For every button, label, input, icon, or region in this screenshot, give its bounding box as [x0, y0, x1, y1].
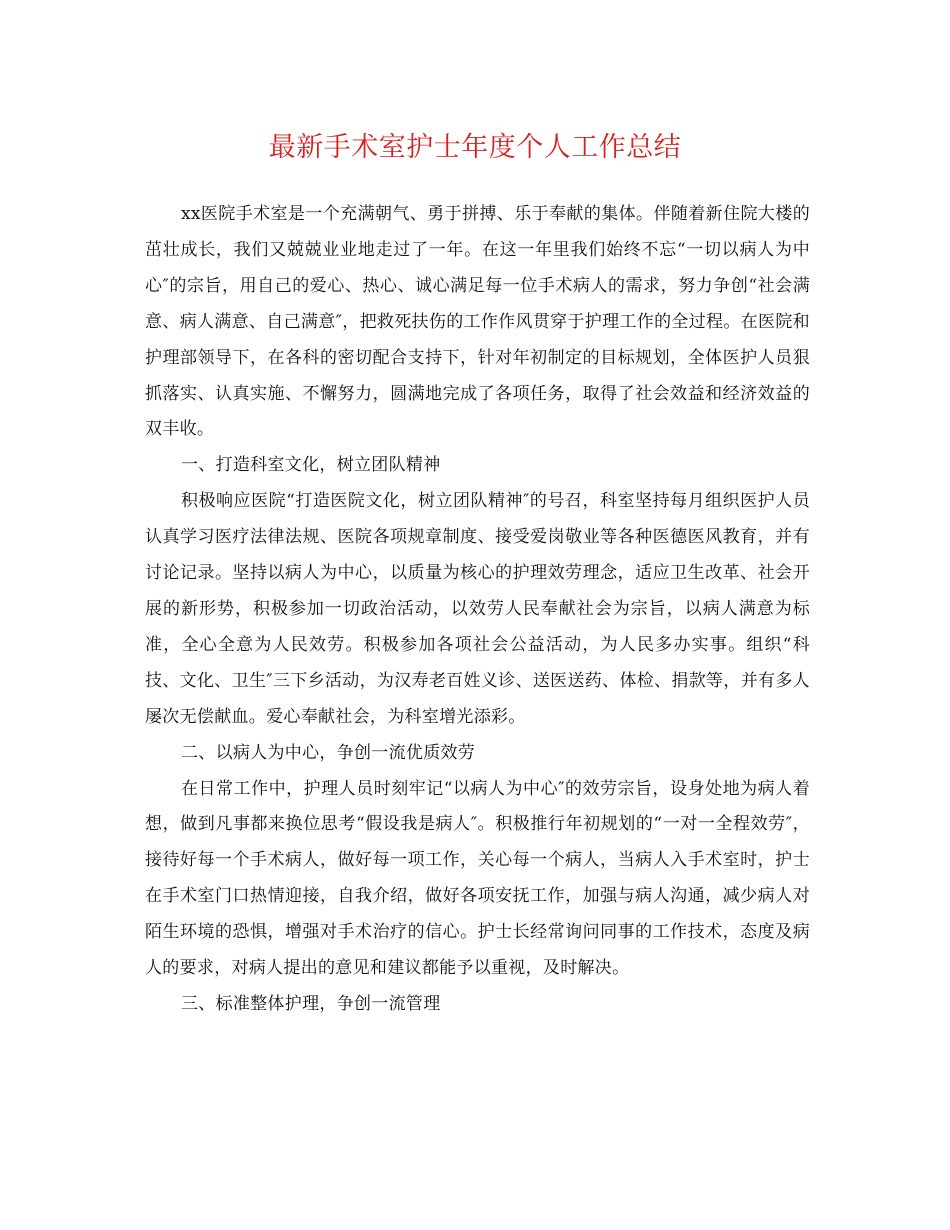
service-paragraph: 在日常工作中，护理人员时刻牢记“以病人为中心″的效劳宗旨，设身处地为病人着想，做到凡事都来换位思考“假设我是病人″。积极推行年初规划的“一对一全程效劳″，接待好每一个手术病人，做好每一项工作，关心每一个病人，当病人入手术室时，护士在手术室门口热情迎接，自我介绍，做好各项安抚工作，加强与病人沟通，减少病人对陌生环境的恐惧，增强对手术治疗的信心。护士长经常询问同事的工作技术，态度及病人的要求，对病人提出的意见和建议都能予以重视，及时解决。: [145, 778, 810, 979]
section-heading-culture: 一、打造科室文化，树立团队精神: [181, 455, 441, 476]
intro-paragraph: xx医院手术室是一个充满朝气、勇于拼搏、乐于奉献的集体。伴随着新住院大楼的茁壮成长，我们又兢兢业业地走过了一年。在这一年里我们始终不忘“一切以病人为中心″的宗旨，用自己的爱心、热心、诚心满足每一位手术病人的需求，努力争创“社会满意、病人满意、自己满意″，把救死扶伤的工作作风贯穿于护理工作的全过程。在医院和护理部领导下，在各科的密切配合支持下，针对年初制定的目标规划，全体医护人员狠抓落实、认真实施、不懈努力，圆满地完成了各项任务，取得了社会效益和经济效益的双丰收。: [145, 204, 810, 440]
section-heading-service: 二、以病人为中心，争创一流优质效劳: [181, 742, 476, 763]
culture-paragraph: 积极响应医院“打造医院文化，树立团队精神″的号召，科室坚持每月组织医护人员认真学习医疗法律法规、医院各项规章制度、接受爱岗敬业等各种医德医风教育，并有讨论记录。坚持以病人为中心，以质量为核心的护理效劳理念，适应卫生改革、社会开展的新形势，积极参加一切政治活动，以效劳人民奉献社会为宗旨，以病人满意为标准，全心全意为人民效劳。积极参加各项社会公益活动，为人民多办实事。组织“科技、文化、卫生″三下乡活动，为汉寿老百姓义诊、送医送药、体检、捐款等，并有多人屡次无偿献血。爱心奉献社会，为科室增光添彩。: [145, 491, 810, 727]
document-body: [145, 197, 810, 1023]
section-heading-management: 三、标准整体护理，争创一流管理: [181, 993, 441, 1014]
document-title: 最新手术室护士年度个人工作总结: [268, 132, 682, 163]
